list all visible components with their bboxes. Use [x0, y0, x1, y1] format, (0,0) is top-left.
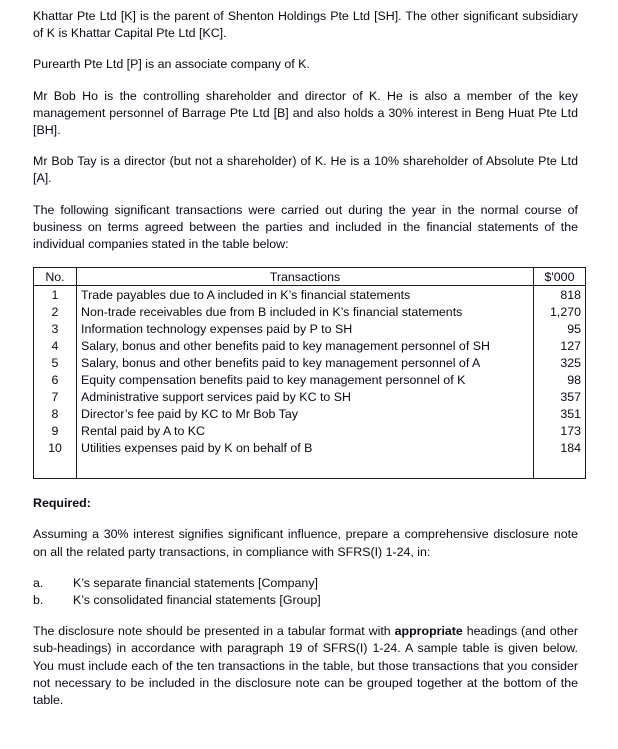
- table-row-blank: [34, 456, 586, 479]
- list-item: [33, 575, 578, 592]
- cell-no: 9: [34, 422, 77, 439]
- paragraph-associate: Purearth Pte Ltd [P] is an associate company of K.: [33, 57, 310, 72]
- list-item-marker: a.: [33, 575, 44, 590]
- paragraph-bob-tay: Mr Bob Tay is a director (but not a shareholder) of K. He is a 10% shareholder of Absolute Pte Ltd [A].: [33, 154, 578, 186]
- cell-amount: 184: [534, 439, 586, 456]
- cell-amount: 351: [534, 405, 586, 422]
- table-row: [34, 354, 586, 371]
- table-row: [34, 371, 586, 388]
- cell-amount: 173: [534, 422, 586, 439]
- cell-amount: 818: [534, 286, 586, 304]
- list-item-marker: b.: [33, 593, 44, 608]
- cell-transaction: Non-trade receivables due from B included in K’s financial statements: [77, 303, 534, 320]
- required-heading: Required:: [33, 496, 91, 511]
- table-row: [34, 405, 586, 422]
- cell-transaction: Administrative support services paid by KC to SH: [77, 388, 534, 405]
- cell-amount: 325: [534, 354, 586, 371]
- cell-no: 8: [34, 405, 77, 422]
- column-header-no: No.: [34, 268, 77, 286]
- cell-transaction: Information technology expenses paid by P to SH: [77, 320, 534, 337]
- cell-transaction: Utilities expenses paid by K on behalf of B: [77, 439, 534, 456]
- closing-part-1: The disclosure note should be presented in a tabular format with: [33, 624, 395, 639]
- transactions-table: [33, 267, 586, 479]
- cell-no: 3: [34, 320, 77, 337]
- table-row: [34, 422, 586, 439]
- paragraph-closing-instructions: [33, 623, 578, 709]
- table-row: [34, 388, 586, 405]
- cell-no: 2: [34, 303, 77, 320]
- cell-no: 10: [34, 439, 77, 456]
- table-body: [34, 286, 586, 479]
- cell-amount: 98: [534, 371, 586, 388]
- cell-no: 5: [34, 354, 77, 371]
- cell-transaction: Equity compensation benefits paid to key management personnel of K: [77, 371, 534, 388]
- cell-no: 4: [34, 337, 77, 354]
- column-header-amount: $'000: [534, 268, 586, 286]
- paragraph-group-structure: Khattar Pte Ltd [K] is the parent of Shenton Holdings Pte Ltd [SH]. The other significant subsidiary of K is Khattar Capital Pte Ltd [KC].: [33, 9, 578, 41]
- list-item: [33, 592, 578, 609]
- cell-no: 7: [34, 388, 77, 405]
- table-row: [34, 337, 586, 354]
- table-row: [34, 286, 586, 304]
- paragraph-bob-ho: Mr Bob Ho is the controlling shareholder and director of K. He is also a member of the key management personnel of Barrage Pte Ltd [B] and also holds a 30% interest in Beng Huat Pte Ltd [BH].: [33, 88, 578, 138]
- cell-transaction: Salary, bonus and other benefits paid to key management personnel of SH: [77, 337, 534, 354]
- cell-transaction: Rental paid by A to KC: [77, 422, 534, 439]
- closing-emphasis-word: appropriate: [394, 624, 463, 639]
- cell-transaction: Salary, bonus and other benefits paid to key management personnel of A: [77, 354, 534, 371]
- cell-blank: [34, 456, 77, 479]
- transactions-table-wrapper: [33, 267, 581, 479]
- table-header: [34, 268, 586, 286]
- cell-amount: 95: [534, 320, 586, 337]
- paragraph-table-intro: The following significant transactions were carried out during the year in the normal course of business on terms agreed between the parties and included in the financial statements of the individual companies stated in the table below:: [33, 202, 578, 252]
- closing-part-2: headings (and other sub-headings) in accordance with paragraph 19 of SFRS(I) 1-24. A sample table is given below. You must include each of the ten transactions in the table, but those transactions that you consider not necessary to be included in the disclosure note can be grouped together at the bottom of the table.: [33, 624, 579, 708]
- table-row: [34, 303, 586, 320]
- list-item-label: K’s consolidated financial statements [Group]: [73, 593, 321, 608]
- cell-transaction: Trade payables due to A included in K’s financial statements: [77, 286, 534, 304]
- cell-no: 6: [34, 371, 77, 388]
- cell-transaction: Director’s fee paid by KC to Mr Bob Tay: [77, 405, 534, 422]
- column-header-transactions: Transactions: [77, 268, 534, 286]
- cell-blank: [534, 456, 586, 479]
- table-header-row: [34, 268, 586, 286]
- cell-amount: 1,270: [534, 303, 586, 320]
- cell-amount: 357: [534, 388, 586, 405]
- list-item-label: K’s separate financial statements [Company]: [73, 575, 318, 590]
- required-options-list: [33, 575, 578, 609]
- paragraph-required-intro: Assuming a 30% interest signifies significant influence, prepare a comprehensive disclosure note on all the related party transactions, in compliance with SFRS(I) 1-24, in:: [33, 527, 578, 559]
- cell-no: 1: [34, 286, 77, 304]
- cell-blank: [77, 456, 534, 479]
- table-row: [34, 320, 586, 337]
- table-row: [34, 439, 586, 456]
- cell-amount: 127: [534, 337, 586, 354]
